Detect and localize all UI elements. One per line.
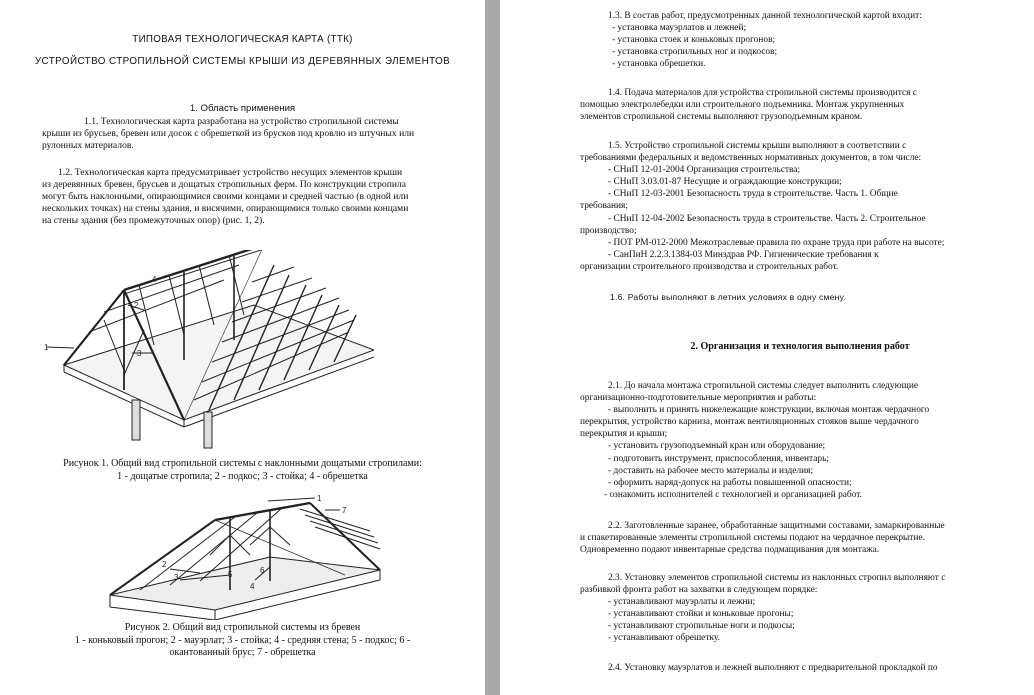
figure-1-roof-drawing [44,250,374,450]
document-page-right [500,0,1034,695]
text-line: организации строительного производства и строительных работ. [580,261,839,272]
list-item: - устанавливают стойки и коньковые прогоны; [608,609,794,620]
text-line: 1.2. Технологическая карта предусматривает устройство несущих элементов крыши [58,167,403,178]
text-line: - подготовить инструмент, приспособления, инвентарь; [608,453,829,464]
text-line: перекрытия, устройство карниза, монтаж вентиляционных стояков выше чердачного [580,417,919,428]
list-item: - устанавливают обрешетку. [608,633,720,644]
text-line: 2.1. До начала монтажа стропильной системы следует выполнить следующие [608,381,919,391]
paragraph-2-2 [580,520,1020,556]
text-line: - ознакомить исполнителей с технологией и организацией работ. [604,489,862,500]
text-line: 1.3. В состав работ, предусмотренных данной технологической картой входит: [608,11,922,21]
list-item: - установка обрешетки. [612,59,706,70]
text-line: - СНиП 12-03-2001 Безопасность труда в строительстве. Часть 1. Общие [608,189,898,200]
text-line: рулонных материалов. [42,140,134,152]
paragraph-1-5 [580,140,1020,273]
figure-2-label: 7 [342,506,347,515]
document-title: ТИПОВАЯ ТЕХНОЛОГИЧЕСКАЯ КАРТА (ТТК) [132,34,353,45]
document-subtitle: УСТРОЙСТВО СТРОПИЛЬНОЙ СИСТЕМЫ КРЫШИ ИЗ ДЕРЕВЯННЫХ ЭЛЕМЕНТОВ [34,56,451,67]
text-line: помощью электролебедки или строительного подъемника. Монтаж укрупненных [580,100,905,111]
paragraph-1-4 [580,87,1020,123]
figure-2-caption [0,622,485,660]
figure-1-label: 4 [152,275,157,284]
figure-2-label: 1 [317,495,322,503]
figure-2-label: 4 [250,582,255,591]
text-line: перекрытия и крыши; [580,429,668,440]
text-line: 2.4. Установку мауэрлатов и лежней выполняют с предварительной прокладкой по [608,663,938,673]
text-line: - ПОТ РМ-012-2000 Межотраслевые правила по охране труда при работе на высоте; [608,237,945,248]
figure-2-roof-drawing [100,495,390,620]
paragraph-1-3 [580,10,1020,70]
list-item: - устанавливают мауэрлаты и лежни; [608,597,756,608]
paragraph-2-4 [580,662,1020,674]
text-line: - СНиП 12-04-2002 Безопасность труда в строительстве. Часть 2. Строительное [608,213,926,224]
text-line: - доставить на рабочее место материалы и изделия; [608,465,814,476]
figure-1-caption [0,458,485,483]
document-page-left [0,0,485,695]
figure-2-label: 2 [162,560,167,569]
text-line: 1.5. Устройство стропильной системы крыши выполняют в соответствии с [608,141,907,151]
figure-2-label: 3 [174,573,179,582]
paragraph-2-3 [580,572,1020,645]
text-line: - СНиП 12-01-2004 Организация строительства; [608,165,801,176]
text-line: 1.1. Технологическая карта разработана на устройство стропильной системы [84,116,399,127]
caption-line: 1 - коньковый прогон; 2 - мауэрлат; 3 - стойка; 4 - средняя стена; 5 - подкос; 6 - [74,634,411,646]
section-2-heading: 2. Организация и технология выполнения работ [690,341,910,352]
page-gap [485,0,500,695]
caption-line: Рисунок 2. Общий вид стропильной системы из бревен [124,622,361,633]
figure-1-label: 1 [44,343,49,352]
text-line: 1.4. Подача материалов для устройства стропильной системы производится с [608,88,917,98]
text-line: - выполнить и принять нижележащие конструкции, включая монтаж чердачного [608,405,930,416]
text-line: крыши из брусьев, бревен или досок с обрешеткой из брусков под кровлю из штучных или [42,128,415,140]
section-1-heading: 1. Область применения [189,103,296,114]
text-line: 2.3. Установку элементов стропильной системы из наклонных стропил выполняют с [608,573,946,583]
text-line: производство; [580,225,637,236]
text-line: - установить грузоподъемный кран или оборудование; [608,441,826,452]
text-line: и спакетированные элементы стропильной системы подают на чердачное перекрытие. [580,533,925,544]
text-line: нескольких точках) на стены здания, и висячими, опирающимися только своими концами [42,203,409,215]
figure-1-label: 2 [134,301,139,310]
paragraph-2-1 [580,380,1020,501]
figure-2-label: 6 [260,566,265,575]
caption-line: 1 - дощатые стропила; 2 - подкос; 3 - стойка; 4 - обрешетка [117,470,368,482]
text-line: организационно-подготовительные мероприятия и работы: [580,393,817,404]
caption-line: окантованный брус; 7 - обрешетка [169,647,316,659]
list-item: - установка стоек и коньковых прогонов; [612,35,776,46]
list-item: - устанавливают стропильные ноги и подкосы; [608,621,795,632]
text-line: - СНиП 3.03.01-87 Несущие и ограждающие конструкции; [608,177,842,188]
text-line: из деревянных бревен, брусьев и дощатых стропильных ферм. По конструкции стропила [42,179,407,191]
paragraph-1-2 [42,167,452,227]
text-line: - оформить наряд-допуск на работы повышенной опасности; [608,477,852,488]
list-item: - установка мауэрлатов и лежней; [612,23,747,34]
text-line: 2.2. Заготовленные заранее, обработанные защитными составами, замаркированные [608,521,945,531]
paragraph-1-1 [42,116,452,152]
text-line: - СанПиН 2.2.3.1384-03 Минздрав РФ. Гигиенические требования к [608,249,879,260]
caption-line: Рисунок 1. Общий вид стропильной системы с наклонными дощатыми стропилами: [63,458,422,469]
text-line: на стены здания (без промежуточных опор) (рис. 1, 2). [42,215,265,227]
text-line: требования; [580,201,628,212]
text-line: элементов стропильной системы выполняют грузоподъемным краном. [580,112,863,123]
figure-2-label: 5 [228,570,233,579]
text-line: требованиями федеральных и ведомственных нормативных документов, в том числе: [580,153,922,164]
figure-1-label: 3 [137,349,142,358]
text-line: разбивкой фронта работ на захватки в следующем порядке: [580,585,818,596]
text-line: могут быть наклонными, опирающимися своими концами и средней частью (в одной или [42,191,409,203]
text-line: Одновременно подают инвентарные средства подмащивания для монтажа. [580,545,880,556]
paragraph-1-6: 1.6. Работы выполняют в летних условиях в одну смену. [610,292,846,302]
list-item: - установка стропильных ног и подкосов; [612,47,778,58]
